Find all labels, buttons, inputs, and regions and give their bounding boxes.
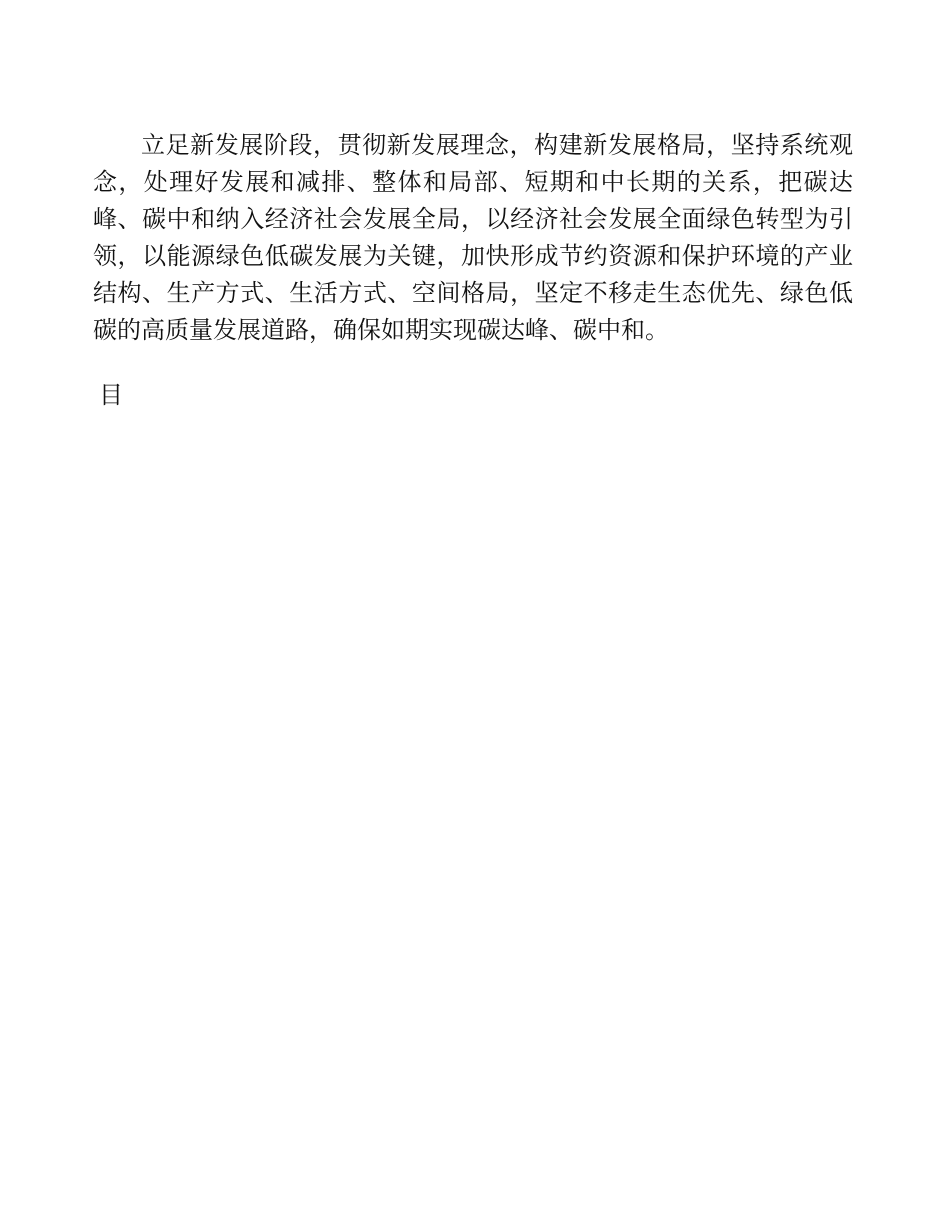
body-paragraph: 立足新发展阶段，贯彻新发展理念，构建新发展格局，坚持系统观念，处理好发展和减排、整体和局部、短期和中长期的关系，把碳达峰、碳中和纳入经济社会发展全局，以经济社会发展全面绿色转型为引领，以能源绿色低碳发展为关键，加快形成节约资源和保护环境的产业结构、生产方式、生活方式、空间格局，坚定不移走生态优先、绿色低碳的高质量发展道路，确保如期实现碳达峰、碳中和。 bbox=[93, 131, 853, 344]
section-heading: 目 bbox=[99, 381, 123, 409]
